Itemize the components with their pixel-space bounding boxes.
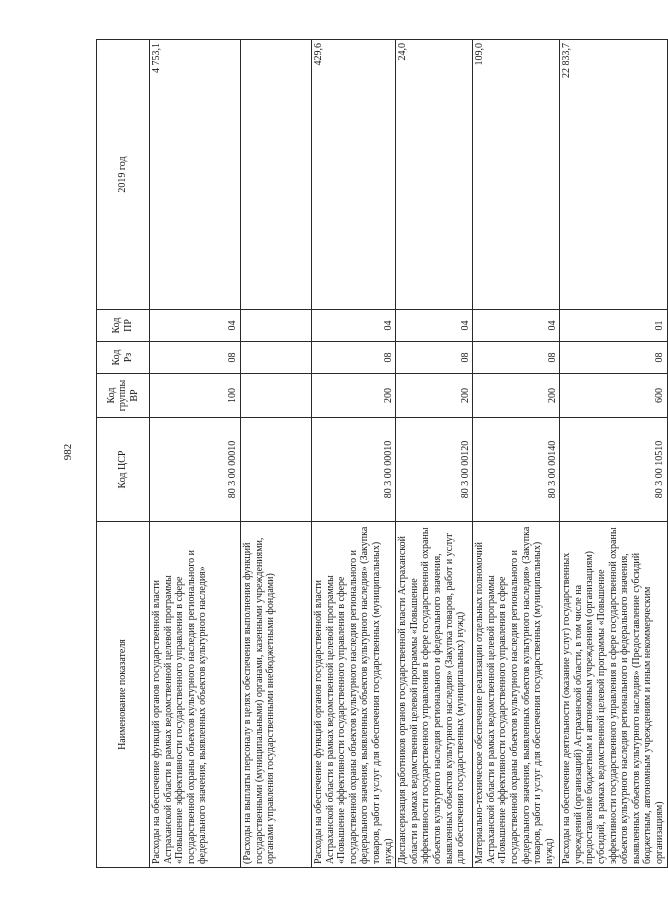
cell-csr: 80 3 00 10510 <box>560 418 667 522</box>
cell-name: Расходы на обеспечение функций органов государственной власти Астраханской области в рамках ведомственной целевой программы «Повышение эффективности государственного управления в сфере государственной охраны объектов культурного наследия регионального и федерального значения, выявленных объектов культурного наследия» <box>150 522 241 868</box>
header-csr: Код ЦСР <box>97 418 150 522</box>
cell-rz: 08 <box>150 342 241 374</box>
cell-rz: 08 <box>312 342 396 374</box>
cell-vr <box>241 374 312 418</box>
table-row <box>150 40 241 868</box>
cell-pr: 04 <box>473 310 560 342</box>
cell-value: 4 753,1 <box>150 40 241 310</box>
cell-value: 24,0 <box>396 40 473 310</box>
cell-name: Расходы на обеспечение функций органов государственной власти Астраханской области в рамках ведомственной целевой программы «Повышение эффективности государственного управления в сфере государственной охраны объектов культурного наследия регионального и федерального значения, выявленных объектов культурного наследия» (Закупка товаров, работ и услуг для обеспечения государственных (муниципальных) нужд) <box>312 522 396 868</box>
cell-rz: 08 <box>473 342 560 374</box>
header-year: 2019 год <box>97 40 150 310</box>
cell-value: 429,6 <box>312 40 396 310</box>
cell-csr <box>241 418 312 522</box>
cell-value <box>241 40 312 310</box>
table-row <box>396 40 473 868</box>
rotated-table-container <box>96 40 665 868</box>
header-name: Наименование показателя <box>97 522 150 868</box>
table-header-row <box>97 40 150 868</box>
cell-vr: 200 <box>396 374 473 418</box>
cell-pr: 04 <box>396 310 473 342</box>
cell-pr: 04 <box>150 310 241 342</box>
cell-value: 22 833,7 <box>560 40 667 310</box>
cell-name: Диспансеризация работников органов государственной власти Астраханской области в рамках ведомственной целевой программы «Повышение эффективности государственного управления в сфере государственной охраны объектов культурного наследия регионального и федерального значения, выявленных объектов культурного наследия» (Закупка товаров, работ и услуг для обеспечения государственных (муниципальных) нужд) <box>396 522 473 868</box>
table-row <box>560 40 667 868</box>
cell-rz <box>241 342 312 374</box>
header-vr: Код группы ВР <box>97 374 150 418</box>
cell-vr: 600 <box>560 374 667 418</box>
cell-csr: 80 3 00 00010 <box>150 418 241 522</box>
cell-vr: 100 <box>150 374 241 418</box>
cell-pr: 04 <box>312 310 396 342</box>
cell-name: Материально-техническое обеспечение реализации отдельных полномочий Астраханской области в рамках ведомственной целевой программы «Повышение эффективности государственного управления в сфере государственной охраны объектов культурного наследия регионального и федерального значения, выявленных объектов культурного наследия» (Закупка товаров, работ и услуг для обеспечения государственных (муниципальных) нужд) <box>473 522 560 868</box>
header-pr: Код ПР <box>97 310 150 342</box>
cell-rz: 08 <box>560 342 667 374</box>
cell-csr: 80 3 00 00120 <box>396 418 473 522</box>
cell-pr: 01 <box>560 310 667 342</box>
table-row <box>473 40 560 868</box>
table-row <box>241 40 312 868</box>
cell-vr: 200 <box>312 374 396 418</box>
cell-value: 109,0 <box>473 40 560 310</box>
cell-csr: 80 3 00 00010 <box>312 418 396 522</box>
header-rz: Код Рз <box>97 342 150 374</box>
cell-csr: 80 3 00 00140 <box>473 418 560 522</box>
cell-name: Расходы на обеспечение деятельности (оказание услуг) государственных учреждений (организаций) Астраханской области, в том числе на предоставление бюджетным и автономным учреждениям (организациям) субсидий, в рамках ведомственной целевой программы «Повышение эффективности государственного управления в сфере государственной охраны объектов культурного наследия регионального и федерального значения, выявленных объектов культурного наследия» (Предоставление субсидий бюджетным, автономным учреждениям и иным некоммерческим организациям) <box>560 522 667 868</box>
table-row <box>312 40 396 868</box>
cell-name: (Расходы на выплаты персоналу в целях обеспечения выполнения функций государственными (муниципальными) органами, казенными учреждениями, органами управления государственными внебюджетными фондами) <box>241 522 312 868</box>
budget-table <box>96 39 668 868</box>
cell-vr: 200 <box>473 374 560 418</box>
cell-pr <box>241 310 312 342</box>
cell-rz: 08 <box>396 342 473 374</box>
page-number: 982 <box>62 443 74 461</box>
